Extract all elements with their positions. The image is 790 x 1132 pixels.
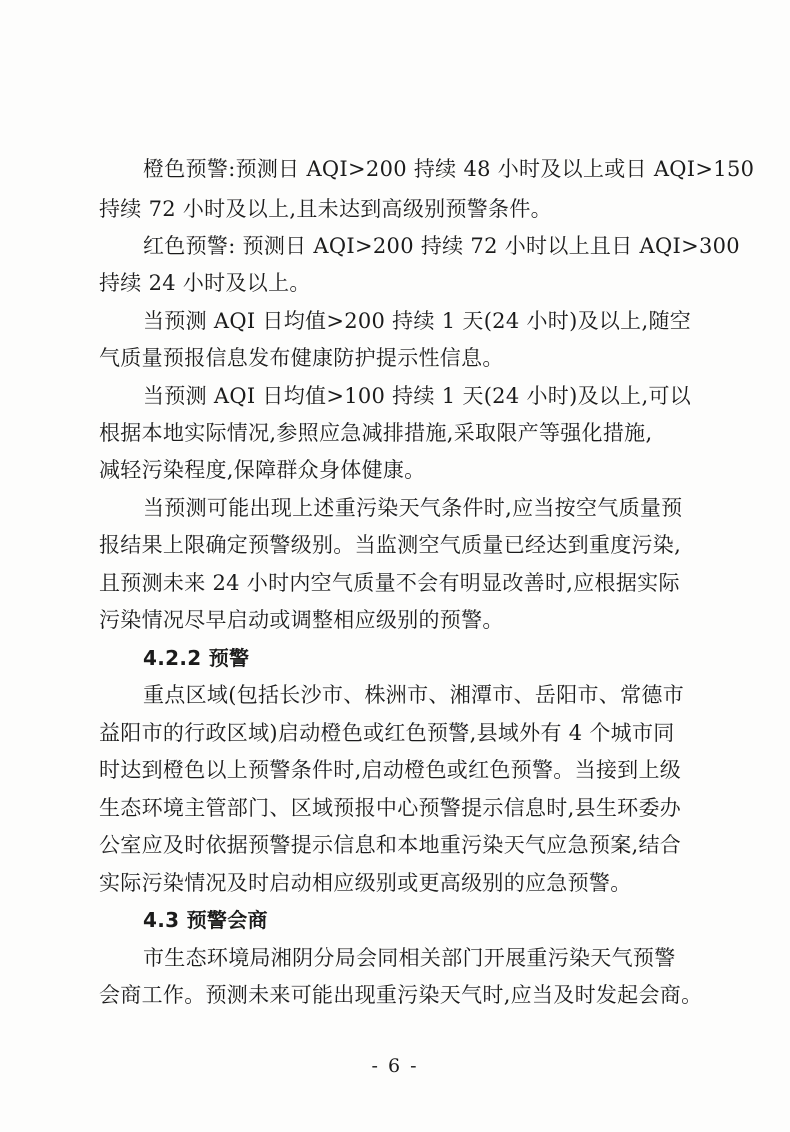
consult-line-1: 市生态环境局湘阴分局会同相关部门开展重污染天气预警: [143, 946, 676, 970]
orange-warning-line-1: 橙色预警:预测日 AQI>200 持续 48 小时及以上或日 AQI>150: [143, 157, 755, 181]
red-warning-line-2: 持续 24 小时及以上。: [99, 271, 311, 295]
upper-limit-line-3: 且预测未来 24 小时内空气质量不会有明显改善时,应根据实际: [99, 571, 680, 595]
aqi100-line-1: 当预测 AQI 日均值>100 持续 1 天(24 小时)及以上,可以: [143, 384, 692, 408]
key-area-line-5: 公室应及时依据预警提示信息和本地重污染天气应急预案,结合: [99, 833, 682, 857]
red-warning-line-1: 红色预警: 预测日 AQI>200 持续 72 小时以上且日 AQI>300: [143, 234, 740, 258]
aqi100-line-3: 减轻污染程度,保障群众身体健康。: [99, 458, 426, 482]
aqi200-line-2: 气质量预报信息发布健康防护提示性信息。: [99, 346, 504, 370]
upper-limit-line-4: 污染情况尽早启动或调整相应级别的预警。: [99, 608, 504, 632]
orange-warning-line-2: 持续 72 小时及以上,且未达到高级别预警条件。: [99, 197, 552, 221]
upper-limit-line-1: 当预测可能出现上述重污染天气条件时,应当按空气质量预: [143, 496, 683, 520]
consult-line-2: 会商工作。预测未来可能出现重污染天气时,应当及时发起会商。: [99, 983, 703, 1007]
section-heading-4-2-2: 4.2.2 预警: [143, 646, 250, 670]
upper-limit-line-2: 报结果上限确定预警级别。当监测空气质量已经达到重度污染,: [99, 533, 682, 557]
aqi200-line-1: 当预测 AQI 日均值>200 持续 1 天(24 小时)及以上,随空: [143, 309, 692, 333]
aqi100-line-2: 根据本地实际情况,参照应急减排措施,采取限产等强化措施,: [99, 421, 653, 445]
key-area-line-3: 时达到橙色以上预警条件时,启动橙色或红色预警。当接到上级: [99, 758, 682, 782]
key-area-line-4: 生态环境主管部门、区域预报中心预警提示信息时,县生环委办: [99, 796, 682, 820]
key-area-line-6: 实际污染情况及时启动相应级别或更高级别的应急预警。: [99, 871, 632, 895]
section-heading-4-3: 4.3 预警会商: [143, 908, 268, 932]
page-number: - 6 -: [371, 1055, 419, 1077]
key-area-line-2: 益阳市的行政区域)启动橙色或红色预警,县域外有 4 个城市同: [99, 721, 675, 745]
key-area-line-1: 重点区域(包括长沙市、株洲市、湘潭市、岳阳市、常德市: [143, 683, 684, 707]
